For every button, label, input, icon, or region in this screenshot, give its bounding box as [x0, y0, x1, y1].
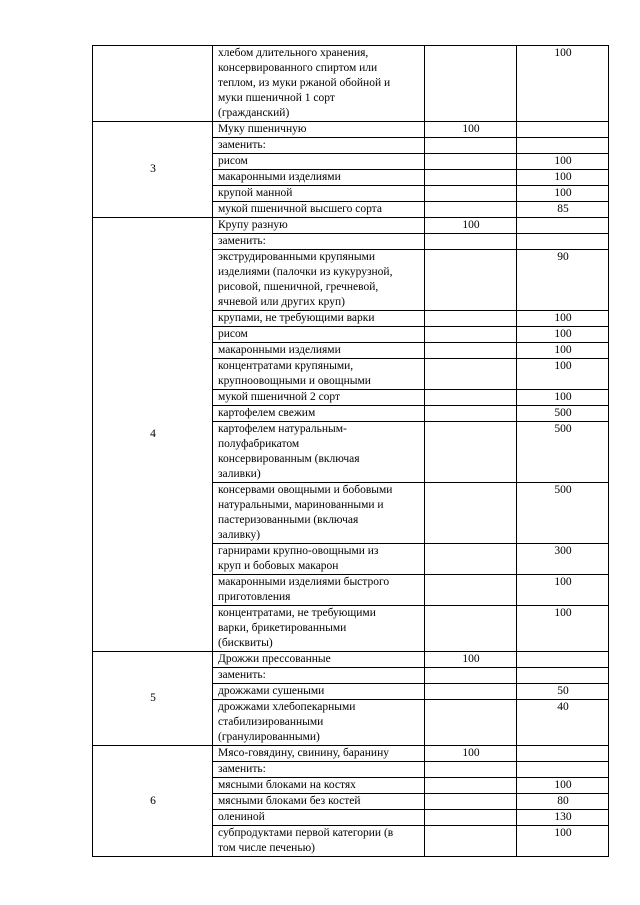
product-name-line: рисом — [218, 328, 248, 340]
replaced-quantity-cell: 100 — [425, 122, 517, 138]
replaced-quantity-cell — [425, 154, 517, 170]
product-name-cell — [213, 406, 425, 422]
substitute-quantity-cell: 130 — [517, 810, 609, 826]
group-number-cell: 5 — [93, 652, 213, 746]
replaced-quantity-cell — [425, 684, 517, 700]
table-row — [93, 746, 609, 762]
substitute-quantity-cell: 100 — [517, 327, 609, 343]
product-name-cell — [213, 390, 425, 406]
substitute-quantity-cell: 300 — [517, 544, 609, 575]
group-number-cell — [93, 46, 213, 122]
substitute-quantity-cell: 500 — [517, 483, 609, 544]
table-row — [93, 218, 609, 234]
replaced-quantity-cell — [425, 311, 517, 327]
product-name-line: ячневой или других круп) — [218, 296, 345, 308]
product-name-line: пастеризованными (включая — [218, 514, 359, 526]
product-name-cell — [213, 343, 425, 359]
product-name-line: дрожжами хлебопекарными — [218, 701, 356, 713]
product-name-line: муки пшеничной 1 сорт — [218, 92, 335, 104]
substitute-quantity-cell: 100 — [517, 311, 609, 327]
group-number-cell: 4 — [93, 218, 213, 652]
replaced-quantity-cell — [425, 234, 517, 250]
product-name-line: (гражданский) — [218, 107, 290, 119]
product-name-cell — [213, 327, 425, 343]
product-name-cell — [213, 359, 425, 390]
product-name-line: стабилизированными — [218, 716, 324, 728]
replaced-quantity-cell — [425, 46, 517, 122]
product-name-line: концентратами крупяными, — [218, 360, 354, 372]
product-name-line: макаронными изделиями быстрого — [218, 576, 390, 588]
replaced-quantity-cell — [425, 202, 517, 218]
replaced-quantity-cell — [425, 826, 517, 857]
replaced-quantity-cell — [425, 778, 517, 794]
product-name-line: субпродуктами первой категории (в — [218, 827, 394, 839]
product-name-cell — [213, 202, 425, 218]
product-name-line: мукой пшеничной высшего сорта — [218, 203, 382, 215]
replaced-quantity-cell — [425, 327, 517, 343]
substitute-quantity-cell: 100 — [517, 390, 609, 406]
replaced-quantity-cell — [425, 606, 517, 652]
product-name-cell — [213, 250, 425, 311]
replaced-quantity-cell — [425, 700, 517, 746]
product-name-cell — [213, 810, 425, 826]
replaced-quantity-cell — [425, 794, 517, 810]
product-name-line: Дрожжи прессованные — [218, 653, 331, 665]
product-name-line: картофелем свежим — [218, 407, 316, 419]
product-name-line: натуральными, маринованными и — [218, 499, 384, 511]
replaced-quantity-cell — [425, 186, 517, 202]
substitute-quantity-cell — [517, 762, 609, 778]
product-name-line: заменить: — [218, 139, 266, 151]
product-name-cell — [213, 826, 425, 857]
product-name-line: мукой пшеничной 2 сорт — [218, 391, 341, 403]
product-name-cell — [213, 700, 425, 746]
replaced-quantity-cell — [425, 810, 517, 826]
substitute-quantity-cell — [517, 218, 609, 234]
product-name-line: полуфабрикатом — [218, 438, 300, 450]
product-name-cell — [213, 606, 425, 652]
replaced-quantity-cell — [425, 138, 517, 154]
replaced-quantity-cell — [425, 343, 517, 359]
product-name-line: варки, брикетированными — [218, 622, 347, 634]
product-name-cell — [213, 311, 425, 327]
product-name-cell — [213, 46, 425, 122]
product-name-line: рисом — [218, 155, 248, 167]
product-name-line: концентратами, не требующими — [218, 607, 376, 619]
table-row — [93, 652, 609, 668]
product-name-line: том числе печенью) — [218, 842, 315, 854]
replaced-quantity-cell — [425, 422, 517, 483]
product-name-cell — [213, 218, 425, 234]
product-name-cell — [213, 483, 425, 544]
product-name-cell — [213, 186, 425, 202]
substitute-quantity-cell: 50 — [517, 684, 609, 700]
product-name-cell — [213, 234, 425, 250]
product-name-cell — [213, 652, 425, 668]
replaced-quantity-cell: 100 — [425, 652, 517, 668]
substitute-quantity-cell: 85 — [517, 202, 609, 218]
replaced-quantity-cell: 100 — [425, 746, 517, 762]
product-name-line: дрожжами сушеными — [218, 685, 325, 697]
replaced-quantity-cell: 100 — [425, 218, 517, 234]
substitution-table-body — [93, 46, 609, 857]
substitution-table — [92, 45, 609, 857]
replaced-quantity-cell — [425, 406, 517, 422]
replaced-quantity-cell — [425, 250, 517, 311]
substitute-quantity-cell — [517, 138, 609, 154]
product-name-line: (бисквиты) — [218, 637, 273, 649]
product-name-line: макаронными изделиями — [218, 171, 341, 183]
product-name-line: рисовой, пшеничной, гречневой, — [218, 281, 379, 293]
product-name-line: теплом, из муки ржаной обойной и — [218, 77, 391, 89]
product-name-cell — [213, 668, 425, 684]
product-name-line: заменить: — [218, 669, 266, 681]
product-name-line: гарнирами крупно-овощными из — [218, 545, 379, 557]
substitute-quantity-cell: 100 — [517, 186, 609, 202]
replaced-quantity-cell — [425, 390, 517, 406]
product-name-line: мясными блоками без костей — [218, 795, 361, 807]
substitute-quantity-cell: 500 — [517, 422, 609, 483]
substitute-quantity-cell — [517, 234, 609, 250]
substitute-quantity-cell — [517, 652, 609, 668]
product-name-line: олениной — [218, 811, 265, 823]
replaced-quantity-cell — [425, 668, 517, 684]
product-name-line: заменить: — [218, 763, 266, 775]
table-row — [93, 122, 609, 138]
product-name-line: консервированным (включая — [218, 453, 360, 465]
product-name-line: хлебом длительного хранения, — [218, 47, 369, 59]
replaced-quantity-cell — [425, 575, 517, 606]
product-name-cell — [213, 762, 425, 778]
product-name-line: экструдированными крупяными — [218, 251, 376, 263]
group-number-cell: 6 — [93, 746, 213, 857]
substitute-quantity-cell: 500 — [517, 406, 609, 422]
product-name-line: мясными блоками на костях — [218, 779, 356, 791]
substitute-quantity-cell — [517, 668, 609, 684]
product-name-cell — [213, 778, 425, 794]
substitute-quantity-cell: 100 — [517, 575, 609, 606]
product-name-line: заливки) — [218, 468, 261, 480]
substitute-quantity-cell: 100 — [517, 170, 609, 186]
replaced-quantity-cell — [425, 762, 517, 778]
product-name-line: макаронными изделиями — [218, 344, 341, 356]
product-name-line: Муку пшеничную — [218, 123, 307, 135]
table-row — [93, 46, 609, 122]
substitute-quantity-cell — [517, 122, 609, 138]
substitute-quantity-cell: 40 — [517, 700, 609, 746]
product-name-line: крупноовощными и овощными — [218, 375, 371, 387]
replaced-quantity-cell — [425, 359, 517, 390]
product-name-cell — [213, 544, 425, 575]
product-name-line: консервами овощными и бобовыми — [218, 484, 393, 496]
product-name-cell — [213, 122, 425, 138]
product-name-line: консервированного спиртом или — [218, 62, 378, 74]
product-name-line: заменить: — [218, 235, 266, 247]
substitute-quantity-cell: 100 — [517, 778, 609, 794]
product-name-line: крупой манной — [218, 187, 293, 199]
group-number-cell: 3 — [93, 122, 213, 218]
substitute-quantity-cell: 80 — [517, 794, 609, 810]
product-name-line: приготовления — [218, 591, 291, 603]
product-name-line: Крупу разную — [218, 219, 288, 231]
product-name-cell — [213, 170, 425, 186]
product-name-line: круп и бобовых макарон — [218, 560, 339, 572]
replaced-quantity-cell — [425, 483, 517, 544]
substitute-quantity-cell: 100 — [517, 826, 609, 857]
product-name-line: Мясо-говядину, свинину, баранину — [218, 747, 389, 759]
substitute-quantity-cell: 100 — [517, 46, 609, 122]
product-name-cell — [213, 154, 425, 170]
product-name-line: (гранулированными) — [218, 731, 320, 743]
substitute-quantity-cell: 100 — [517, 359, 609, 390]
product-name-cell — [213, 138, 425, 154]
product-name-line: изделиями (палочки из кукурузной, — [218, 266, 393, 278]
product-name-line: крупами, не требующими варки — [218, 312, 375, 324]
product-name-cell — [213, 746, 425, 762]
product-name-cell — [213, 684, 425, 700]
product-name-cell — [213, 422, 425, 483]
substitute-quantity-cell: 100 — [517, 154, 609, 170]
product-name-cell — [213, 575, 425, 606]
product-name-line: картофелем натуральным- — [218, 423, 347, 435]
substitute-quantity-cell: 90 — [517, 250, 609, 311]
substitute-quantity-cell: 100 — [517, 606, 609, 652]
substitute-quantity-cell: 100 — [517, 343, 609, 359]
product-name-line: заливку) — [218, 529, 261, 541]
substitute-quantity-cell — [517, 746, 609, 762]
replaced-quantity-cell — [425, 170, 517, 186]
product-name-cell — [213, 794, 425, 810]
replaced-quantity-cell — [425, 544, 517, 575]
